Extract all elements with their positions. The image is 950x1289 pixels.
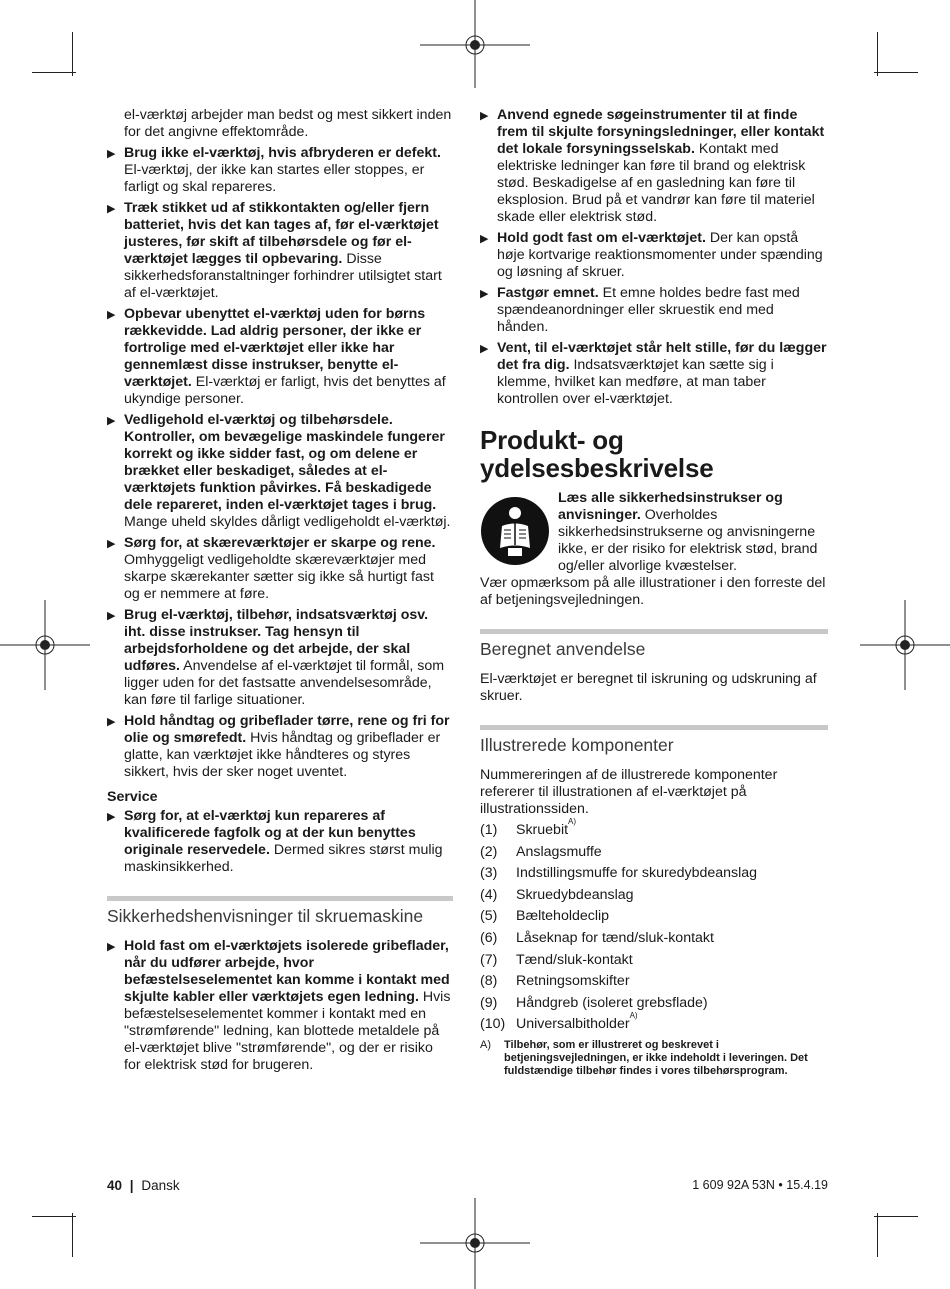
section-heading-screwdriver: Sikkerhedshenvisninger til skruemaskine [107, 896, 453, 926]
item-body-text: Mange uheld skyldes dårligt vedligeholdt el-værktøj. [124, 514, 451, 530]
component-number: (6) [480, 929, 498, 946]
trim-mark [32, 72, 76, 73]
item-body-text: Kontakt med elektriske ledninger kan føre til brand og elektrisk stød. Beskadigelse af en gasledning kan føre til eksplosion. Brud på et vandrør kan føre til materiel skade eller elektrisk stød. [497, 141, 815, 225]
component-row [480, 887, 828, 904]
safety-item [107, 306, 453, 408]
bullet-arrow-icon: ▶ [480, 288, 489, 300]
registration-mark-left [0, 600, 90, 690]
safety-item [107, 145, 453, 196]
registration-mark-bottom [420, 1198, 530, 1289]
component-footnote-ref: A) [629, 1011, 638, 1021]
language-label: Dansk [141, 1178, 180, 1193]
component-number: (3) [480, 865, 498, 882]
title-line: Produkt- og [480, 425, 624, 455]
item-body-text: Omhyggeligt vedligeholdte skæreværktøjer med skarpe skærekanter sætter sig ikke så hurtigt fast og er nemmere at føre. [124, 552, 434, 602]
component-label: Skruebit [516, 822, 569, 838]
component-number: (2) [480, 843, 498, 860]
safety-item [107, 607, 453, 709]
item-bold-text: Sørg for, at el-værktøj kun repareres af kvalificerede fagfolk og at der kun benyttes originale reservedele. [124, 808, 416, 858]
intended-use-text: El-værktøjet er beregnet til iskruning og udskruning af skruer. [480, 671, 817, 704]
component-label: Håndgreb (isoleret grebsflade) [516, 994, 708, 1011]
item-bold-text: Brug ikke el-værktøj, hvis afbryderen er defekt. [124, 145, 441, 161]
item-body-text: Indsatsværktøjet kan sætte sig i klemme, hvilket kan medføre, at man taber kontrollen over el-værktøjet. [497, 357, 774, 407]
item-bold-text: Anvend egnede søgeinstrumenter til at finde frem til skjulte forsyningsledninger, eller kontakt det lokale forsyningsselskab. [497, 107, 825, 157]
safety-item [107, 713, 453, 781]
item-bold-text: Vedligehold el-værktøj og tilbehørsdele. Kontroller, om bevægelige maskindele fungerer korrekt og ikke sidder fast, og om delene er brækket eller beskadiget, således at el-værktøjets funktion påvirkes. Få beskadigede dele repareret, inden el-værktøjet tages i brug. [124, 412, 445, 513]
read-instructions-block [480, 490, 828, 575]
component-footnote-ref: A) [568, 817, 577, 826]
item-body-text: El-værktøj, der ikke kan startes eller stoppes, er farligt og skal repareres. [124, 162, 425, 195]
component-number: (7) [480, 951, 498, 968]
component-number: (5) [480, 908, 498, 925]
bullet-arrow-icon: ▶ [107, 941, 116, 953]
safety-item [107, 200, 453, 302]
item-body-text: Anvendelse af el-værktøjet til formål, som ligger uden for det fastsatte anvendelsesområde, kan føre til farlige situationer. [124, 658, 445, 708]
trim-mark [874, 72, 918, 73]
page-number: 40 [107, 1178, 123, 1193]
component-label: Tænd/sluk-kontakt [516, 951, 633, 968]
component-label: Anslagsmuffe [516, 843, 602, 860]
bullet-arrow-icon: ▶ [107, 610, 116, 622]
component-row [480, 952, 828, 969]
item-bold-text: Hold godt fast om el-værktøjet. [497, 230, 706, 246]
item-body-text: Hvis befæstelseselementet kommer i kontakt med en "strømførende" ledning, kan blottede metaldele på el-værktøjet blive "strømførende", og der er risiko for elektrisk stød for brugeren. [124, 989, 451, 1073]
title-line: ydelsesbeskrivelse [480, 453, 714, 483]
safety-list-continued [480, 107, 828, 408]
right-column [480, 107, 828, 1078]
item-body-text: El-værktøj er farligt, hvis det benyttes af ukyndige personer. [124, 374, 446, 407]
read-instructions-body: Overholdes sikkerhedsinstrukserne og anvisningerne ikke, er der risiko for elektrisk stød, brand og/eller alvorlige kvæstelser. [558, 507, 818, 574]
component-row [480, 908, 828, 925]
left-column [107, 107, 453, 1078]
screwdriver-safety-list [107, 938, 453, 1074]
service-list [107, 808, 453, 876]
intended-use-heading: Beregnet anvendelse [480, 629, 828, 659]
intro-text: el-værktøj arbejder man bedst og mest sikkert inden for det angivne effektområde. [124, 107, 452, 140]
bullet-arrow-icon: ▶ [480, 110, 489, 122]
footnote-text: Tilbehør, som er illustreret og beskrevet i betjeningsvejledningen, er ikke indeholdt i leveringen. Det fuldstændige tilbehør findes i vores tilbehørsprogram. [504, 1039, 808, 1078]
component-row [480, 930, 828, 947]
read-instructions-bold: Læs alle sikkerhedsinstrukser og anvisninger. [558, 490, 783, 523]
screwdriver-safety-item [107, 938, 453, 1074]
trim-mark [32, 1216, 76, 1217]
safety-item [480, 230, 828, 281]
item-body-text: Dermed sikres størst mulig maskinsikkerhed. [124, 842, 443, 875]
component-row [480, 844, 828, 861]
components-list [480, 817, 828, 1033]
components-heading: Illustrerede komponenter [480, 725, 828, 755]
bullet-arrow-icon: ▶ [107, 415, 116, 427]
item-bold-text: Brug el-værktøj, tilbehør, indsatsværktøj osv. iht. disse instrukser. Tag hensyn til arbejdsforholdene og det arbejde, der skal udføres. [124, 607, 429, 674]
component-label: Universalbitholder [516, 1016, 630, 1033]
bullet-arrow-icon: ▶ [107, 716, 116, 728]
bullet-arrow-icon: ▶ [107, 811, 116, 823]
safety-item [480, 285, 828, 336]
item-bold-text: Fastgør emnet. [497, 285, 599, 301]
item-body-text: Et emne holdes bedre fast med spændeanordninger eller skruestik end med hånden. [497, 285, 800, 335]
illustrations-note: Vær opmærksom på alle illustrationer i den forreste del af betjeningsvejledningen. [480, 575, 826, 608]
footnote [480, 1039, 828, 1078]
item-bold-text: Vent, til el-værktøjet står helt stille, før du lægger det fra dig. [497, 340, 827, 373]
safety-item [480, 107, 828, 226]
item-bold-text: Hold håndtag og gribeflader tørre, rene og fri for olie og smørefedt. [124, 713, 450, 746]
registration-mark-top [420, 0, 530, 90]
bullet-arrow-icon: ▶ [107, 538, 116, 550]
item-bold-text: Træk stikket ud af stikkontakten og/eller fjern batteriet, hvis det kan tages af, før el-værktøjet justeres, før skift af tilbehørsdele og før el-værktøjet lægges til opbevaring. [124, 200, 439, 267]
component-number: (10) [480, 1016, 506, 1033]
bullet-arrow-icon: ▶ [480, 343, 489, 355]
service-heading: Service [107, 789, 158, 805]
safety-item [480, 340, 828, 408]
component-label: Retningsomskifter [516, 973, 630, 990]
read-instructions-text [558, 490, 828, 575]
component-number: (1) [480, 822, 498, 838]
item-bold-text: Sørg for, at skæreværktøjer er skarpe og rene. [124, 535, 436, 551]
footnote-mark: A) [480, 1039, 491, 1052]
trim-mark [874, 1216, 918, 1217]
component-label: Skruedybdeanslag [516, 886, 634, 903]
component-number: (4) [480, 886, 498, 903]
item-body-text: Disse sikkerhedsforanstaltninger forhindrer utilsigtet start af el-værktøjet. [124, 251, 442, 301]
component-row [480, 865, 828, 882]
item-bold-text: Opbevar ubenyttet el-værktøj uden for børns rækkevidde. Lad aldrig personer, der ikke er fortrolige med el-værktøjet eller ikke har gennemlæst disse instrukser, benytte el-værktøjet. [124, 306, 426, 390]
trim-mark [72, 32, 73, 76]
safety-list [107, 145, 453, 781]
component-number: (8) [480, 973, 498, 990]
doc-code: 1 609 92A 53N • 15.4.19 [692, 1178, 828, 1192]
service-item [107, 808, 453, 876]
item-body-text: Der kan opstå høje kortvarige reaktionsmomenter under spænding og løsning af skruer. [497, 230, 823, 280]
component-row [480, 1011, 828, 1033]
component-label: Bælteholdeclip [516, 908, 610, 925]
bullet-arrow-icon: ▶ [480, 233, 489, 245]
page-footer-left [107, 1178, 180, 1193]
component-label: Låseknap for tænd/sluk-kontakt [516, 929, 714, 946]
trim-mark [72, 1213, 73, 1257]
item-bold-text: Hold fast om el-værktøjets isolerede gribeflader, når du udfører arbejde, hvor befæstelseselementet kan komme i kontakt med skjulte kabler eller værktøjets egen ledning. [124, 938, 450, 1005]
intro-paragraph [107, 107, 453, 141]
registration-mark-right [860, 600, 950, 690]
bullet-arrow-icon: ▶ [107, 203, 116, 215]
trim-mark [877, 32, 878, 76]
component-row [480, 817, 828, 839]
safety-item [107, 412, 453, 531]
component-label: Indstillingsmuffe for skuredybdeanslag [516, 865, 758, 882]
safety-item [107, 535, 453, 603]
component-row [480, 995, 828, 1012]
product-description-title [480, 426, 828, 482]
component-row [480, 973, 828, 990]
read-manual-icon [480, 496, 550, 566]
bullet-arrow-icon: ▶ [107, 148, 116, 160]
components-intro: Nummereringen af de illustrerede komponenter refererer til illustrationen af el-værktøjet på illustrationssiden. [480, 767, 778, 817]
bullet-arrow-icon: ▶ [107, 309, 116, 321]
component-number: (9) [480, 994, 498, 1011]
footer-separator: | [129, 1178, 134, 1193]
trim-mark [877, 1213, 878, 1257]
item-body-text: Hvis håndtag og gribeflader er glatte, kan værktøjet ikke håndteres og styres sikkert, hvis der sker noget uventet. [124, 730, 441, 780]
